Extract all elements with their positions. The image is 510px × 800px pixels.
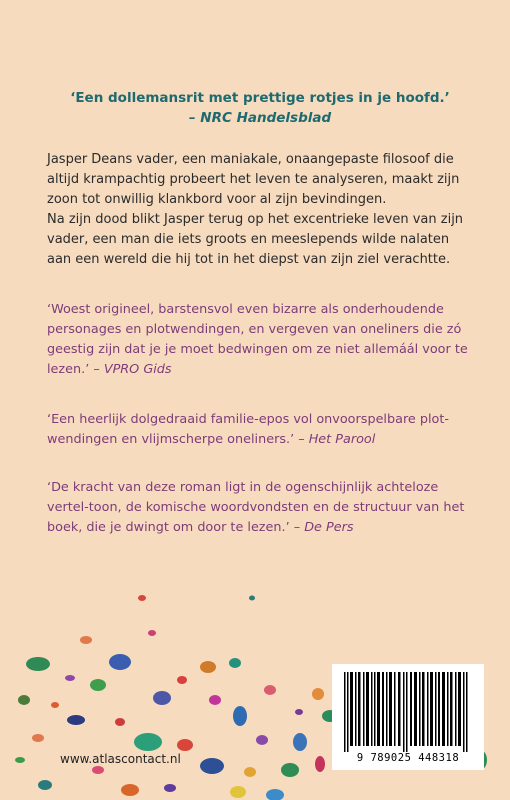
- publisher-website[interactable]: www.atlascontact.nl: [60, 752, 181, 766]
- blurb-paragraph-2: Na zijn dood blikt Jasper terug op het excentrieke leven van zijn vader, een man die iets groots en meeslepends wilde nalaten aan een wereld die hij tot in het diepst van zijn ziel verachtte.: [47, 212, 464, 267]
- isbn-barcode: [332, 664, 484, 770]
- isbn-number: 9 789025 448318: [356, 752, 460, 764]
- review-quote-source: VPRO Gids: [103, 362, 172, 377]
- lead-quote-text: ‘Een dollemansrit met prettige rotjes in je hoofd.’: [70, 90, 450, 106]
- barcode-icon: [332, 664, 484, 754]
- blurb-paragraph-1: Jasper Deans vader, een maniakale, onaangepaste filosoof die altijd krampachtig probeert het leven te analyseren, maakt zijn zoon tot onwillig klankbord voor al zijn bevindingen.: [47, 152, 460, 207]
- review-quote-source: De Pers: [304, 520, 354, 535]
- lead-quote-source: – NRC Handelsblad: [188, 110, 332, 126]
- review-quote-text: ‘Woest origineel, barstensvol even bizarre als onderhoudende personages en plotwendingen, en vergeven van oneliners die zó geestig zijn dat je je moet bedwingen om ze niet allemáál voor te lezen.’ –: [47, 302, 468, 377]
- review-quote-text: ‘De kracht van deze roman ligt in de ogenschijnlijk achteloze vertel-toon, de komische woordvondsten en de structuur van het boek, die je dwingt om door te lezen.’ –: [47, 480, 465, 535]
- review-quote-source: Het Parool: [308, 432, 376, 447]
- review-quote-text: ‘Een heerlijk dolgedraaid familie-epos vol onvoorspelbare plot-wendingen en vlijmscherpe oneliners.’ –: [47, 412, 450, 447]
